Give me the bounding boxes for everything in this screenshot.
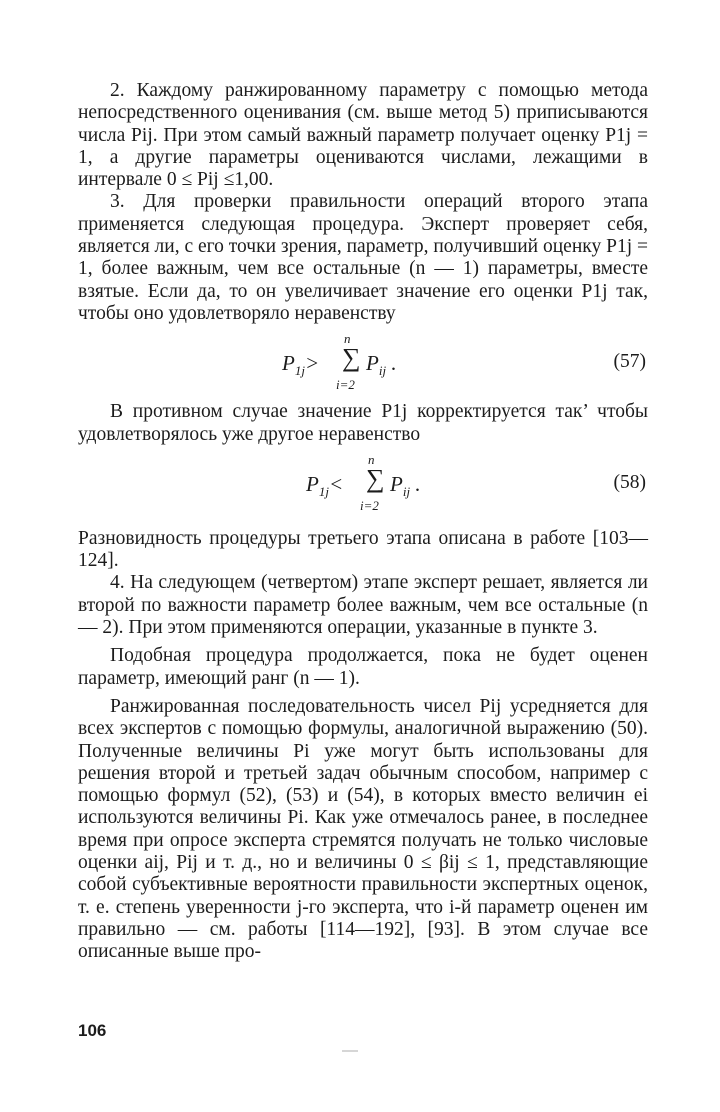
formula-58-upper-limit: n (368, 451, 375, 467)
formula-57-sum-sign: ∑ (342, 343, 361, 373)
formula-58-rhs: $P_{ij}$ . (390, 471, 421, 500)
formula-58-lhs: $P_{1j}<$ (306, 471, 344, 500)
formula-57-lower-limit: i=2 (336, 377, 355, 393)
page-body (78, 80, 648, 964)
paragraph-procedure-continues: Подобная процедура продолжается, пока не будет оценен параметр, имеющий ранг (n — 1). (78, 645, 648, 689)
scan-speck (342, 1050, 358, 1052)
formula-57-upper-limit: n (344, 331, 351, 347)
paragraph-variant: Разновидность процедуры третьего этапа описана в работе [103—124]. (78, 527, 648, 572)
page-number: 106 (78, 1021, 107, 1040)
formula-57 (78, 325, 648, 401)
paragraph-step-2: 2. Каждому ранжированному параметру с помощью метода непосредственного оценивания (см. выше метод 5) приписываются числа Pij. При этом самый важный параметр получает оценку P1j = 1, а другие параметры оцениваются числами, лежащими в интервале 0 ≤ Pij ≤1,00. (78, 80, 648, 191)
formula-58-lower-limit: i=2 (360, 497, 379, 513)
paragraph-ranked-sequence: Ранжированная последовательность чисел Pij усредняется для всех экспертов с помощью формулы, аналогичной выражению (50). Полученные величины Pi уже могут быть использованы для решения второй и третьей задач обычным способом, например с помощью формул (52), (53) и (54), в которых вместо величин ei используются величины Pi. Как уже отмечалось ранее, в последнее время при опросе эксперта стремятся получать не только числовые оценки aij, Pij и т. д., но и величины 0 ≤ βij ≤ 1, представляющие собой субъективные вероятности правильности экспертных оценок, т. е. степень уверенности j-го эксперта, что i-й параметр оценен им правильно — см. работы [114—192], [93]. В этом случае все описанные выше про- (78, 695, 648, 963)
formula-58-sum-sign: ∑ (366, 463, 385, 493)
paragraph-otherwise: В противном случае значение P1j корректируется так’ чтобы удовлетворялось уже другое неравенство (78, 401, 648, 445)
formula-57-number: (57) (613, 351, 646, 373)
formula-57-lhs: $P_{1j}>$ (282, 351, 320, 379)
formula-58-number: (58) (613, 471, 646, 493)
formula-58 (78, 446, 648, 522)
paragraph-step-3: 3. Для проверки правильности операций второго этапа применяется следующая процедура. Эксперт проверяет себя, является ли, с его точки зрения, параметр, получивший оценку P1j = 1, более важным, чем все остальные (n — 1) параметры, вместе взятые. Если да, то он увеличивает значение его оценки P1j так, чтобы оно удовлетворяло неравенству (78, 191, 648, 324)
paragraph-step-4: 4. На следующем (четвертом) этапе эксперт решает, является ли второй по важности параметр более важным, чем все остальные (n — 2). При этом применяются операции, указанные в пункте 3. (78, 572, 648, 639)
formula-57-rhs: $P_{ij}$ . (366, 351, 397, 379)
